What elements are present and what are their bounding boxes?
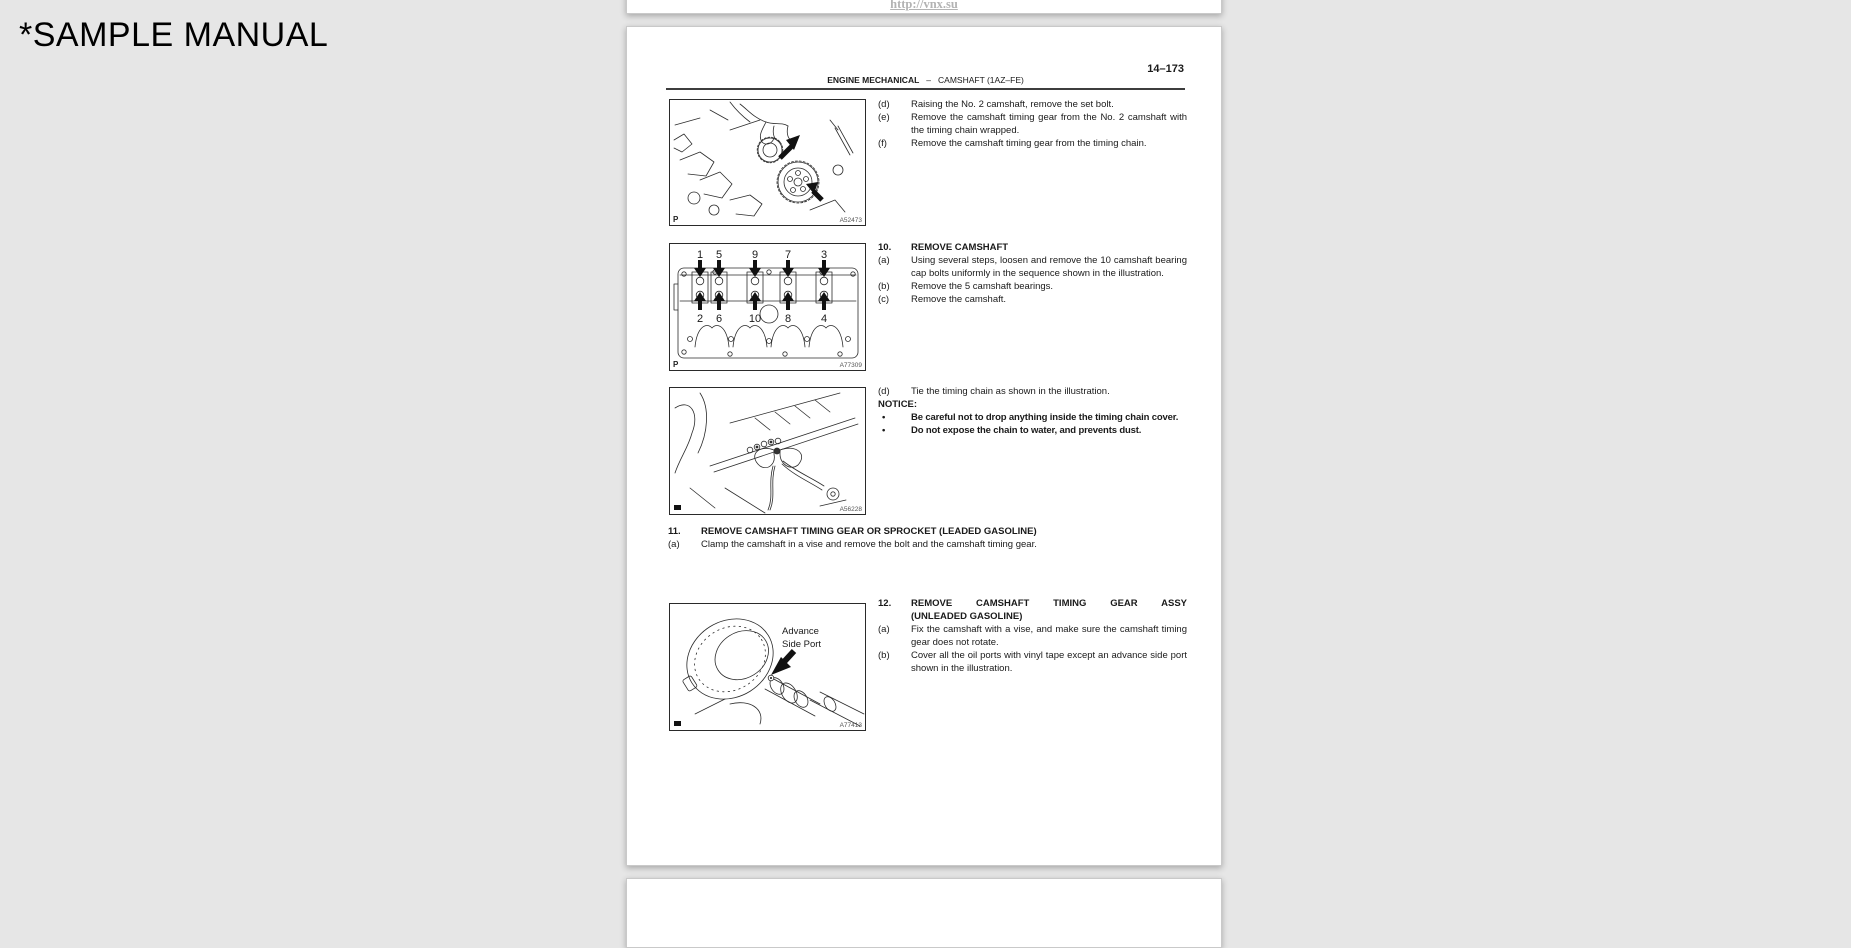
step-item (878, 649, 1187, 675)
svg-text:5: 5 (715, 249, 723, 261)
camshaft-and-caps (680, 272, 856, 303)
bullet-mark: • (882, 425, 886, 436)
figure-tied-timing-chain (669, 387, 866, 515)
step-text: Remove the camshaft timing gear from the No. 2 camshaft with the timing chain wrapped. (911, 112, 1187, 136)
steps-def (878, 98, 1187, 150)
svg-text:1: 1 (696, 249, 704, 261)
svg-text:6: 6 (715, 313, 723, 325)
section-title: REMOVE CAMSHAFT TIMING GEAR OR SPROCKET (LEADED GASOLINE) (701, 526, 1037, 537)
previous-page-edge (626, 0, 1222, 14)
bullet-mark: • (882, 412, 886, 423)
figure-id: A77309 (839, 362, 862, 369)
notice-text: Be careful not to drop anything inside the timing chain cover. (911, 412, 1179, 423)
cylinder-ports (688, 305, 851, 347)
sample-manual-watermark: *SAMPLE MANUAL (19, 16, 329, 54)
step-item (878, 137, 1187, 150)
camshaft-sketch (695, 675, 864, 726)
step-label: (d) (878, 99, 890, 110)
next-page-edge (626, 878, 1222, 948)
figure-id: A77413 (839, 722, 862, 729)
section-11 (668, 525, 1187, 551)
figure-corner-mark: P (673, 360, 679, 369)
section-title (911, 597, 1187, 623)
svg-text:7: 7 (784, 249, 792, 261)
step-label: (a) (878, 624, 890, 635)
figure-camshaft-gear-removal (669, 99, 866, 226)
section-heading (878, 241, 1187, 254)
figure-corner-mark: P (673, 215, 679, 224)
hand-sketch (730, 102, 794, 144)
svg-text:3: 3 (820, 249, 828, 261)
callout-text (782, 626, 821, 650)
notice-item (878, 424, 1187, 437)
section-title-line1: REMOVE CAMSHAFT TIMING GEAR ASSY (911, 598, 1187, 609)
camera-icon (674, 505, 681, 510)
svg-text:2: 2 (696, 313, 704, 325)
gear-body (670, 604, 788, 719)
header-subsection: CAMSHAFT (1AZ–FE) (938, 75, 1024, 85)
step-label: (e) (878, 112, 890, 123)
string-bow (755, 448, 824, 510)
step-item (878, 280, 1187, 293)
section-10 (878, 241, 1187, 306)
step-text: Remove the camshaft. (911, 294, 1007, 305)
step-label: (b) (878, 281, 890, 292)
step-text: Tie the timing chain as shown in the illustration. (911, 386, 1110, 397)
svg-text:8: 8 (784, 313, 792, 325)
step-label: (d) (878, 386, 890, 397)
notice-label: NOTICE: (878, 399, 918, 410)
url-watermark: http://vnx.su (890, 0, 958, 11)
sequence-numbers (697, 249, 827, 325)
notice-block (878, 385, 1187, 437)
step-text: Remove the 5 camshaft bearings. (911, 281, 1054, 292)
section-heading (878, 597, 1187, 623)
running-header (666, 75, 1185, 90)
figure-id: A52473 (839, 217, 862, 224)
timing-gear-line-art (670, 604, 865, 730)
svg-text:9: 9 (751, 249, 759, 261)
figure-id: A56228 (839, 506, 862, 513)
step-item (878, 111, 1187, 137)
svg-text:Advance: Advance (782, 626, 819, 637)
section-heading (668, 525, 1187, 538)
header-section: ENGINE MECHANICAL (827, 75, 920, 85)
section-12 (878, 597, 1187, 675)
tied-chain-line-art (670, 388, 865, 514)
svg-text:10: 10 (748, 313, 762, 325)
step-label: (a) (668, 539, 680, 550)
step-text: Using several steps, loosen and remove the 10 camshaft bearing cap bolts uniformly in the sequence shown in the illustration. (911, 255, 1187, 279)
step-item (878, 623, 1187, 649)
step-label: (f) (878, 138, 887, 149)
notice-text: Do not expose the chain to water, and prevents dust. (911, 425, 1142, 436)
bearing-cap-bolts (696, 277, 828, 299)
step-text: Cover all the oil ports with vinyl tape except an advance side port shown in the illustration. (911, 650, 1187, 674)
step-item (878, 254, 1187, 280)
advance-port-marker (768, 651, 794, 681)
cylinder-head-line-art (670, 244, 865, 370)
engine-line-art (670, 100, 865, 225)
step-item (878, 98, 1187, 111)
engine-edge-sketch (675, 393, 858, 513)
section-number: 12. (878, 598, 892, 609)
step-item (878, 293, 1187, 306)
step-label: (c) (878, 294, 890, 305)
header-separator: – (926, 75, 932, 85)
camera-icon (674, 721, 681, 726)
figure-timing-gear-assy (669, 603, 866, 731)
section-number: 10. (878, 242, 892, 253)
section-title: REMOVE CAMSHAFT (911, 242, 1009, 253)
step-label: (b) (878, 650, 890, 661)
step-label: (a) (878, 255, 890, 266)
engine-block-sketch (674, 110, 853, 216)
svg-text:4: 4 (820, 313, 828, 325)
svg-text:Side Port: Side Port (782, 639, 822, 650)
step-item (668, 538, 1187, 551)
step-text: Clamp the camshaft in a vise and remove the bolt and the camshaft timing gear. (701, 539, 1037, 550)
manual-page (626, 26, 1222, 866)
step-text: Raising the No. 2 camshaft, remove the set bolt. (911, 99, 1114, 110)
section-number: 11. (668, 526, 681, 537)
step-text: Remove the camshaft timing gear from the timing chain. (911, 138, 1147, 149)
figure-bolt-sequence (669, 243, 866, 371)
page-number: 14–173 (1147, 63, 1184, 75)
step-text: Fix the camshaft with a vise, and make sure the camshaft timing gear does not rotate. (911, 624, 1187, 648)
step-item (878, 385, 1187, 398)
section-title-line2: (UNLEADED GASOLINE) (911, 611, 1023, 622)
notice-item (878, 411, 1187, 424)
